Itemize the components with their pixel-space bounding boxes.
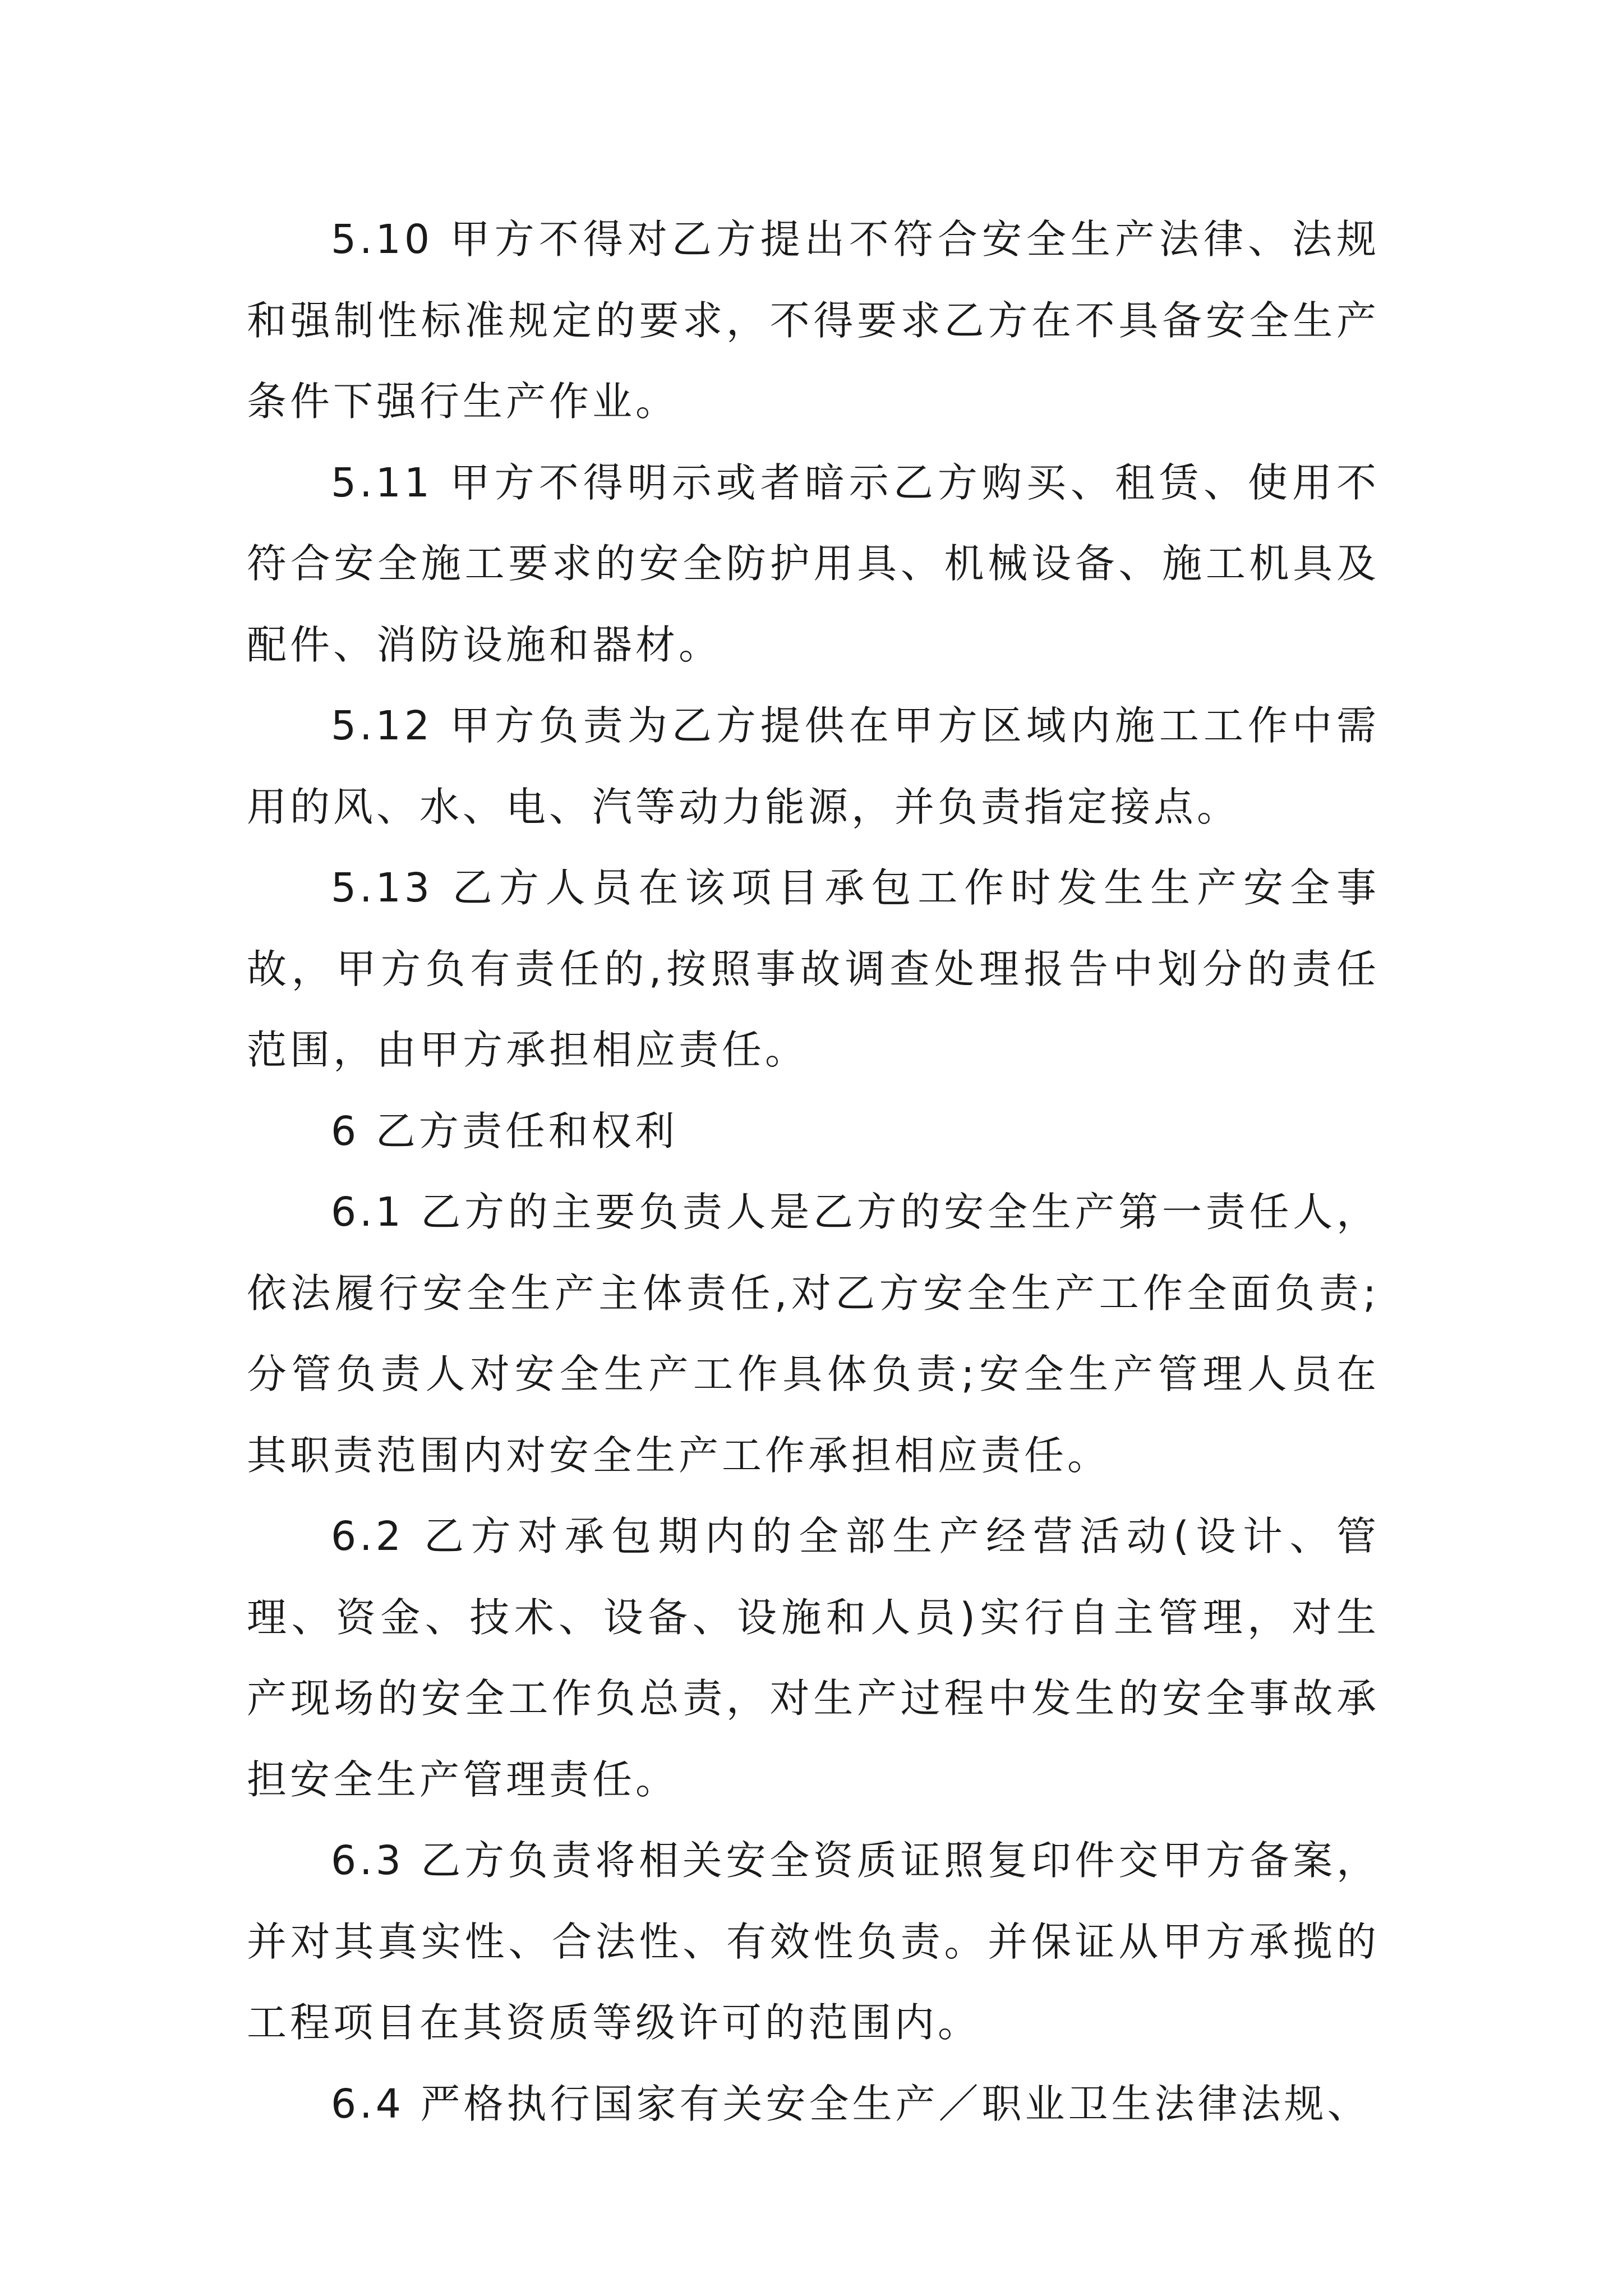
clause-6-4: 6.4 严格执行国家有关安全生产／职业卫生法律法规、 bbox=[331, 2080, 1371, 2127]
section-6-heading: 6 乙方责任和权利 bbox=[331, 1107, 678, 1154]
document-body bbox=[247, 199, 1380, 2145]
clause-6-1: 6.1 乙方的主要负责人是乙方的安全生产第一责任人，依法履行安全生产主体责任,对乙方安全生产工作全面负责;分管负责人对安全生产工作具体负责;安全生产管理人员在其职责范围内对安全生产工作承担相应责任。 bbox=[247, 1189, 1380, 1479]
clause-5-10: 5.10 甲方不得对乙方提出不符合安全生产法律、法规和强制性标准规定的要求，不得要求乙方在不具备安全生产条件下强行生产作业。 bbox=[247, 216, 1380, 425]
clause-6-2: 6.2 乙方对承包期内的全部生产经营活动(设计、管理、资金、技术、设备、设施和人员)实行自主管理，对生产现场的安全工作负总责，对生产过程中发生的安全事故承担安全生产管理责任。 bbox=[247, 1513, 1380, 1803]
clause-6-3: 6.3 乙方负责将相关安全资质证照复印件交甲方备案，并对其真实性、合法性、有效性负责。并保证从甲方承揽的工程项目在其资质等级许可的范围内。 bbox=[247, 1837, 1380, 2046]
clause-5-13: 5.13 乙方人员在该项目承包工作时发生生产安全事故，甲方负有责任的,按照事故调查处理报告中划分的责任范围，由甲方承担相应责任。 bbox=[247, 864, 1380, 1073]
clause-5-11: 5.11 甲方不得明示或者暗示乙方购买、租赁、使用不符合安全施工要求的安全防护用具、机械设备、施工机具及配件、消防设施和器材。 bbox=[247, 459, 1380, 668]
clause-5-12: 5.12 甲方负责为乙方提供在甲方区域内施工工作中需用的风、水、电、汽等动力能源，并负责指定接点。 bbox=[247, 702, 1380, 830]
